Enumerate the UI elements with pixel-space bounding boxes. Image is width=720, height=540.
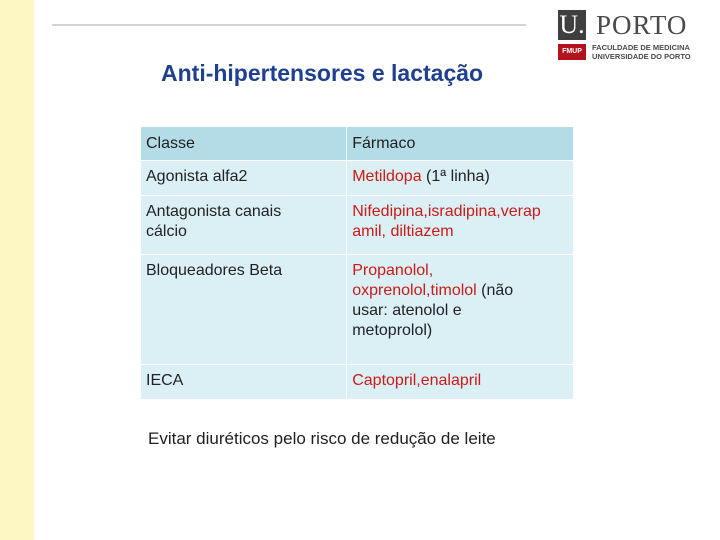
- table-row: [141, 255, 574, 365]
- drug-name: oxprenolol,timolol: [352, 282, 477, 299]
- drug-note: usar: atenolol e: [352, 302, 462, 319]
- left-decorative-bar: [0, 0, 34, 540]
- uporto-logo: [558, 10, 708, 66]
- drug-name: Captopril,enalapril: [352, 372, 482, 389]
- table-row: [141, 365, 574, 400]
- logo-faculty-line2: UNIVERSIDADE DO PORTO: [592, 52, 691, 61]
- table-header-row: [141, 127, 574, 161]
- logo-u-mark: U.: [559, 10, 585, 39]
- header-classe: Classe: [141, 127, 347, 161]
- footnote-text: Evitar diuréticos pelo risco de redução de leite: [148, 429, 496, 448]
- drug-name: Nifedipina,isradipina,verap: [352, 203, 541, 220]
- drug-name: Metildopa: [352, 168, 422, 185]
- slide-title: Anti-hipertensores e lactação: [161, 60, 484, 86]
- drug-note: (não: [476, 282, 514, 299]
- drug-name: amil, diltiazem: [352, 223, 454, 240]
- drug-note: (1ª linha): [421, 168, 490, 185]
- cell-classe: Bloqueadores Beta: [141, 255, 347, 365]
- drug-note: metoprolol): [352, 322, 433, 339]
- top-divider: [52, 24, 526, 26]
- logo-faculty-text: [592, 43, 691, 61]
- cell-farmaco: [347, 161, 574, 196]
- table-row: [141, 196, 574, 255]
- cell-farmaco: [347, 365, 574, 400]
- header-farmaco: Fármaco: [347, 127, 574, 161]
- cell-classe: Agonista alfa2: [141, 161, 347, 196]
- classe-line: Antagonista canais: [146, 203, 282, 220]
- classe-line: cálcio: [146, 223, 187, 240]
- logo-porto-text: PORTO: [596, 10, 688, 40]
- logo-faculty-line1: FACULDADE DE MEDICINA: [592, 43, 690, 52]
- cell-farmaco: [347, 196, 574, 255]
- table-row: [141, 161, 574, 196]
- cell-classe: IECA: [141, 365, 347, 400]
- drug-table: [140, 126, 574, 400]
- cell-classe: [141, 196, 347, 255]
- logo-fmup-badge: FMUP: [558, 44, 586, 60]
- drug-name: Propanolol,: [352, 262, 434, 279]
- cell-farmaco: [347, 255, 574, 365]
